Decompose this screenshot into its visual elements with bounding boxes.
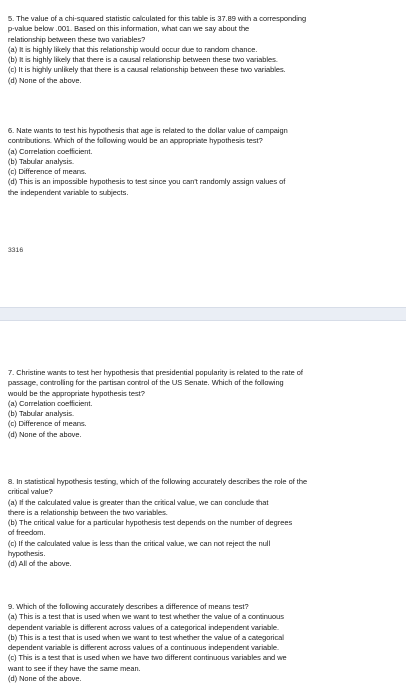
answer-option-a: (a) This is a test that is used when we want to test whether the value of a continuous bbox=[8, 612, 284, 622]
question-text: contributions. Which of the following would be an appropriate hypothesis test? bbox=[8, 136, 263, 146]
question-7 bbox=[8, 368, 400, 440]
answer-option-b: (b) Tabular analysis. bbox=[8, 156, 74, 166]
answer-option-c-continued: hypothesis. bbox=[8, 549, 46, 559]
page-separator bbox=[0, 307, 406, 321]
question-text: 6. Nate wants to test his hypothesis that age is related to the dollar value of campaign bbox=[8, 126, 288, 135]
document-page-1 bbox=[0, 0, 406, 307]
answer-option-b: (b) The critical value for a particular hypothesis test depends on the number of degrees bbox=[8, 518, 293, 528]
answer-option-a-continued: there is a relationship between the two variables. bbox=[8, 507, 168, 517]
answer-option-d: (d) None of the above. bbox=[8, 75, 82, 85]
question-text: 9. Which of the following accurately describes a difference of means test? bbox=[8, 602, 249, 611]
question-6 bbox=[8, 126, 400, 198]
answer-option-c: (c) This is a test that is used when we have two different continuous variables and we bbox=[8, 653, 287, 663]
answer-option-d-continued: the independent variable to subjects. bbox=[8, 187, 129, 197]
question-text: relationship between these two variables? bbox=[8, 34, 146, 44]
answer-option-d: (d) This is an impossible hypothesis to test since you can't randomly assign values of bbox=[8, 177, 286, 187]
answer-option-b: (b) It is highly likely that there is a causal relationship between these two variables. bbox=[8, 55, 278, 65]
answer-option-d: (d) None of the above. bbox=[8, 429, 82, 439]
answer-option-a: (a) It is highly likely that this relationship would occur due to random chance. bbox=[8, 44, 258, 54]
answer-option-a-continued: dependent variable is different across values of a categorical independent variable. bbox=[8, 622, 280, 632]
page-number: 3316 bbox=[8, 247, 24, 254]
question-text: critical value? bbox=[8, 487, 53, 497]
answer-option-a: (a) Correlation coefficient. bbox=[8, 146, 93, 156]
answer-option-a: (a) Correlation coefficient. bbox=[8, 398, 93, 408]
answer-option-d: (d) None of the above. bbox=[8, 674, 82, 684]
question-text: p-value below .001. Based on this information, what can we say about the bbox=[8, 24, 250, 34]
answer-option-d: (d) All of the above. bbox=[8, 559, 72, 569]
answer-option-b: (b) Tabular analysis. bbox=[8, 409, 74, 419]
question-text: passage, controlling for the partisan control of the US Senate. Which of the following bbox=[8, 378, 284, 388]
question-9 bbox=[8, 602, 400, 684]
question-text: would be the appropriate hypothesis test? bbox=[8, 388, 145, 398]
answer-option-b-continued: dependent variable is different across values of a continuous independent variable. bbox=[8, 643, 280, 653]
question-text: 8. In statistical hypothesis testing, which of the following accurately describes the role of the bbox=[8, 477, 308, 486]
answer-option-c: (c) Difference of means. bbox=[8, 167, 87, 177]
question-text: 7. Christine wants to test her hypothesis that presidential popularity is related to the rate of bbox=[8, 368, 303, 377]
answer-option-c: (c) It is highly unlikely that there is a causal relationship between these two variables. bbox=[8, 65, 286, 75]
answer-option-c-continued: want to see if they have the same mean. bbox=[8, 663, 141, 673]
answer-option-c: (c) Difference of means. bbox=[8, 419, 87, 429]
question-5 bbox=[8, 14, 400, 86]
question-8 bbox=[8, 477, 400, 570]
document-page-2 bbox=[0, 321, 406, 700]
answer-option-b-continued: of freedom. bbox=[8, 528, 46, 538]
answer-option-a: (a) If the calculated value is greater than the critical value, we can conclude that bbox=[8, 497, 269, 507]
answer-option-b: (b) This is a test that is used when we want to test whether the value of a categorical bbox=[8, 632, 284, 642]
answer-option-c: (c) If the calculated value is less than the critical value, we can not reject the null bbox=[8, 538, 271, 548]
question-text: 5. The value of a chi-squared statistic calculated for this table is 37.89 with a corresponding bbox=[8, 14, 307, 23]
